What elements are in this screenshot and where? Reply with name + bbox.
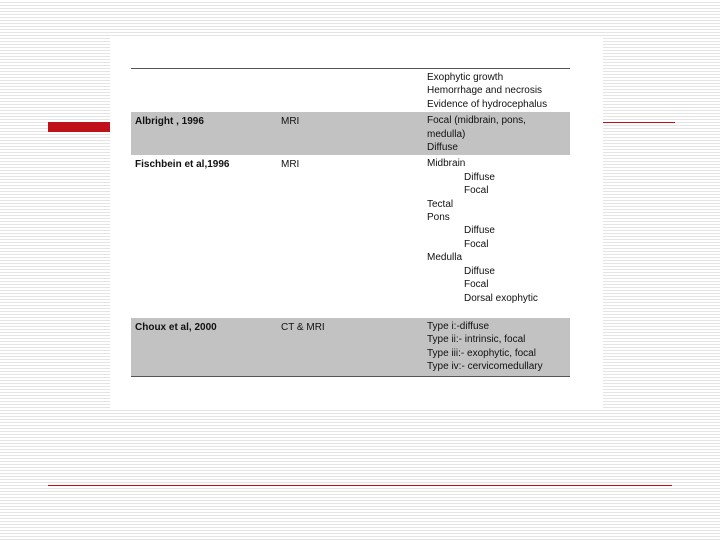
author-cell: Choux et al, 2000 xyxy=(131,318,281,376)
header-line: Exophytic growth xyxy=(427,72,504,83)
classification-line: medulla) xyxy=(427,128,466,140)
classification-line: Type iv:- cervicomedullary xyxy=(427,361,543,373)
classification-subline: Focal xyxy=(464,279,489,291)
classification-cell xyxy=(427,318,570,376)
modality-cell: CT & MRI xyxy=(281,318,427,376)
header-line: Evidence of hydrocephalus xyxy=(427,98,548,110)
table-row xyxy=(131,318,570,376)
classification-table xyxy=(131,68,570,377)
classification-cell xyxy=(427,155,570,317)
red-accent-bar-left xyxy=(48,122,110,132)
classification-line: Type i:-diffuse xyxy=(427,320,490,332)
classification-line: Type iii:- exophytic, focal xyxy=(427,347,536,359)
classification-subline: Dorsal exophytic xyxy=(464,292,538,304)
author-cell: Fischbein et al,1996 xyxy=(135,159,230,171)
table-row-header xyxy=(131,69,570,113)
classification-line: Type ii:- intrinsic, focal xyxy=(427,334,526,346)
classification-subline: Focal xyxy=(464,185,489,197)
classification-line: Medulla xyxy=(427,252,463,264)
table-row xyxy=(131,155,570,317)
classification-cell xyxy=(427,112,570,155)
classification-subline: Focal xyxy=(464,238,489,250)
classification-line: Tectal xyxy=(427,198,454,210)
classification-line: Focal (midbrain, pons, xyxy=(427,115,526,127)
classification-subline: Diffuse xyxy=(464,171,495,183)
red-accent-line-right xyxy=(603,122,675,123)
modality-cell: MRI xyxy=(281,112,427,155)
modality-cell: MRI xyxy=(281,159,300,171)
header-line: Hemorrhage and necrosis xyxy=(427,85,543,97)
classification-line: Pons xyxy=(427,212,450,224)
classification-line: Diffuse xyxy=(427,142,458,154)
red-divider-bottom xyxy=(48,485,672,486)
classification-subline: Diffuse xyxy=(464,265,495,277)
table-row xyxy=(131,112,570,155)
classification-line: Midbrain xyxy=(427,158,466,170)
slide-content xyxy=(110,37,603,410)
header-cell xyxy=(427,69,570,113)
author-cell: Albright , 1996 xyxy=(131,112,281,155)
classification-subline: Diffuse xyxy=(464,225,495,237)
